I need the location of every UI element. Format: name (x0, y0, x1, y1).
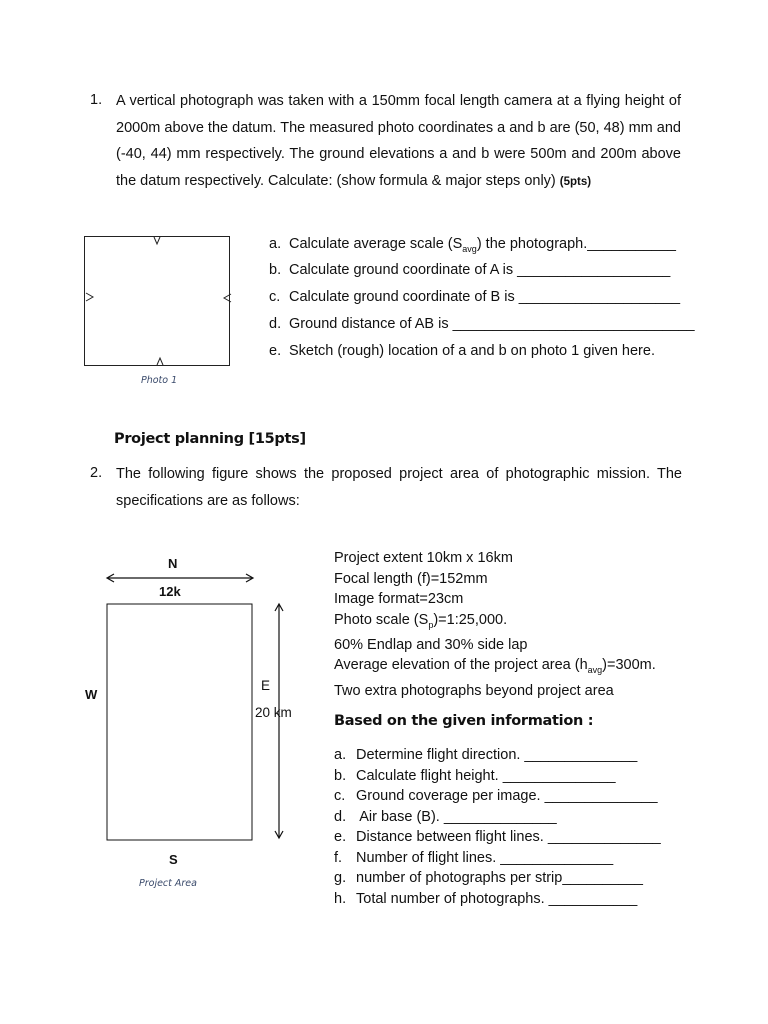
spec-line: Focal length (f)=152mm (334, 570, 488, 587)
photo-1-caption: Photo 1 (141, 375, 178, 386)
q1-item-c: c. Calculate ground coordinate of B is ____________________ (269, 289, 681, 305)
spec-line: Average elevation of the project area $(h_{avg})=300m$. (334, 657, 656, 676)
spec-line: 60% Endlap and 30% side lap (334, 636, 528, 653)
height-label: 20 km (255, 705, 292, 720)
question-1-number: 1. (90, 92, 103, 108)
question-1-points: (5pts) (559, 175, 592, 188)
spec-line: Project extent 10km x 16km (334, 550, 513, 566)
section-heading: Project planning [15pts] (114, 431, 306, 447)
fiducial-bottom-icon (157, 358, 163, 365)
fiducial-right-icon (224, 294, 231, 302)
task-item: c. Ground coverage per image. ______________ (334, 788, 658, 804)
project-area-rect (107, 604, 252, 840)
spec-line: Image format=23cm (334, 591, 464, 607)
q1-item-e: e. Sketch (rough) location of a and b on photo 1 given here. (269, 343, 655, 359)
q1-item-d: d. Ground distance of AB is ______________________________ (269, 316, 695, 332)
question-1-text (116, 88, 681, 195)
task-item: d. Air base (B). ______________ (334, 808, 557, 825)
task-list (334, 745, 661, 909)
spec-line: Photo scale $(S_p)=1:25,000$. (334, 611, 508, 630)
project-area-caption: Project Area (139, 878, 197, 889)
q1-item-b: b. Calculate ground coordinate of A is ___________________ (269, 262, 671, 278)
question-1-body: A vertical photograph was taken with a 150mm focal length camera at a flying height of 2000m above the datum. The measured photo coordinates a and b are (50, 48) mm and (-40, 44) mm respectively. The ground elevations a and b were 500m and 200m above the datum respectively. Calculate: (show formula & major steps only) (116, 93, 681, 189)
south-label: S (169, 852, 178, 867)
fiducial-left-icon (86, 293, 93, 301)
question-2-text: The following figure shows the proposed project area of photographic mission. The specifications are as follows: (116, 466, 682, 509)
task-item: g. number of photographs per strip__________ (334, 870, 643, 886)
width-label: 12k (159, 584, 181, 599)
q1-item-a: a. Calculate average scale $(S_{avg})$ the photograph.___________ (269, 236, 676, 254)
north-label: N (168, 556, 178, 571)
fiducial-marks (84, 236, 234, 372)
task-item: e. Distance between flight lines. ______________ (334, 829, 661, 845)
west-label: W (85, 687, 98, 702)
task-item: h. Total number of photographs. ___________ (334, 890, 638, 907)
task-item: f. Number of flight lines. ______________ (334, 849, 614, 866)
task-item: b. Calculate flight height. ______________ (334, 767, 616, 784)
question-2-number: 2. (90, 465, 103, 481)
spec-line: Two extra photographs beyond project area (334, 682, 614, 699)
east-label: E (261, 678, 271, 693)
based-heading: Based on the given information : (334, 713, 594, 729)
specifications (334, 548, 656, 701)
task-item: a. Determine flight direction. ______________ (334, 747, 638, 763)
fiducial-top-icon (154, 237, 160, 244)
